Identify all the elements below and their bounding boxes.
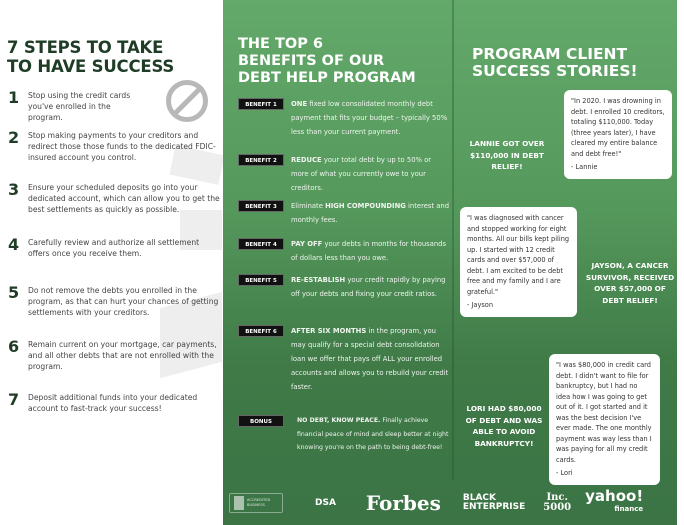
step-text: Deposit additional funds into your dedicated account to fast-track your success! — [28, 393, 198, 413]
stories-title: PROGRAM CLIENT SUCCESS STORIES! — [472, 45, 638, 80]
steps-title: 7 STEPS TO TAKE TO HAVE SUCCESS — [7, 38, 175, 76]
step-item — [8, 339, 223, 372]
step-number: 4 — [8, 235, 20, 254]
forbes-logo: Forbes — [365, 490, 441, 515]
inc-5000-logo: Inc. 5000 — [543, 491, 572, 513]
step-item — [8, 130, 223, 163]
story-callout-jayson: JAYSON, A CANCER SURVIVOR, RECEIVED OVER $57,000 OF DEBT RELIEF! — [585, 261, 675, 305]
step-number: 5 — [8, 283, 20, 302]
bbb-torch-icon — [234, 496, 244, 510]
benefits-title: THE TOP 6 BENEFITS OF OUR DEBT HELP PROGRAM — [238, 36, 416, 86]
steps-panel — [0, 0, 223, 525]
benefit-item — [238, 97, 450, 139]
benefit-item — [238, 414, 450, 455]
press-logos-bar — [223, 480, 677, 525]
dsa-logo: DSA — [315, 497, 336, 508]
black-enterprise-logo: BLACK ENTERPRISE — [462, 492, 526, 512]
benefit-text: PAY OFF your debts in months for thousands of dollars less than you owe. — [291, 240, 447, 262]
benefit-item — [238, 237, 450, 265]
step-item — [8, 90, 223, 123]
benefit-item — [238, 273, 450, 301]
quote-author: - Lori — [556, 469, 573, 477]
benefit-tag: BONUS — [238, 415, 284, 427]
quote-author: - Lannie — [571, 163, 598, 171]
step-number: 6 — [8, 337, 20, 356]
step-number: 1 — [8, 88, 20, 107]
step-text: Ensure your scheduled deposits go into your dedicated account, which can allow you to get the best settlements as quickly as possible. — [28, 183, 220, 214]
step-text: Stop using the credit cards you've enrolled in the program. — [28, 91, 131, 122]
benefit-tag: BENEFIT 4 — [238, 238, 284, 250]
benefit-tag: BENEFIT 3 — [238, 200, 284, 212]
benefit-item — [238, 199, 450, 227]
step-number: 2 — [8, 128, 20, 147]
step-number: 7 — [8, 390, 20, 409]
yahoo-finance-logo: yahoo! finance — [585, 486, 644, 513]
step-text: Stop making payments to your creditors and redirect those those funds to the dedicated FDIC-insured account you control. — [28, 131, 216, 162]
quote-author: - Jayson — [467, 301, 494, 309]
benefit-text: REDUCE your total debt by up to 50% or more of what you currently owe to your creditors. — [291, 156, 432, 192]
benefit-tag: BENEFIT 6 — [238, 325, 284, 337]
benefit-text: NO DEBT, KNOW PEACE. Finally achieve financial peace of mind and sleep better at night knowing you're on the path to being debt-free! — [297, 417, 449, 451]
testimonial-jayson — [460, 207, 577, 317]
benefit-tag: BENEFIT 5 — [238, 274, 284, 286]
benefit-text: ONE fixed low consolidated monthly debt payment that fits your budget – typically 50% less than your current payment. — [291, 100, 448, 136]
step-item — [8, 182, 223, 215]
testimonial-lannie — [564, 90, 672, 179]
step-text: Carefully review and authorize all settlement offers once you receive them. — [28, 238, 200, 258]
benefit-tag: BENEFIT 1 — [238, 98, 284, 110]
step-item — [8, 392, 223, 414]
story-callout-lori: LORI HAD $80,000 OF DEBT AND WAS ABLE TO AVOID BANKRUPTCY! — [465, 404, 543, 448]
benefit-item — [238, 324, 450, 394]
quote-text: "I was $80,000 in credit card debt. I didn't want to file for bankruptcy, but I had no idea how I was going to get out of it. I got started and it was the best decision I've ever made. The one monthly payment was way less than I was paying for all my credit cards. — [556, 361, 652, 464]
benefit-text: RE-ESTABLISH your credit rapidly by paying off your debts and fixing your credit ratios. — [291, 276, 446, 298]
quote-text: "I was diagnosed with cancer and stopped working for eight months. All our bills kept piling up. I started with 12 credit cards and over $57,000 of debt. I am excited to be debt free and my family and I are grateful." — [467, 214, 570, 296]
benefit-text: AFTER SIX MONTHS in the program, you may qualify for a special debt consolidation loan we offer that pays off ALL your enrolled accounts and allows you to rebuild your credit faster. — [291, 327, 449, 391]
step-text: Do not remove the debts you enrolled in the program, as that can hurt your chances of getting settlements with your creditors. — [28, 286, 219, 317]
benefit-item — [238, 153, 450, 195]
step-number: 3 — [8, 180, 20, 199]
quote-text: "In 2020. I was drowning in debt. I enrolled 10 creditors, totaling $110,000. Today (three years later), I have cleared my entire balance and debt free!" — [571, 97, 665, 158]
step-item — [8, 285, 223, 318]
step-text: Remain current on your mortgage, car payments, and all other debts that are not enrolled with the program. — [28, 340, 217, 371]
testimonial-lori — [549, 354, 660, 485]
step-item — [8, 237, 223, 259]
benefit-tag: BENEFIT 2 — [238, 154, 284, 166]
benefit-text: Eliminate HIGH COMPOUNDING interest and monthly fees. — [291, 202, 450, 224]
story-callout-lannie: LANNIE GOT OVER $110,000 IN DEBT RELIEF! — [469, 139, 545, 171]
bbb-accredited-logo: ACCREDITED BUSINESS — [229, 493, 283, 513]
panel-divider — [452, 0, 454, 480]
